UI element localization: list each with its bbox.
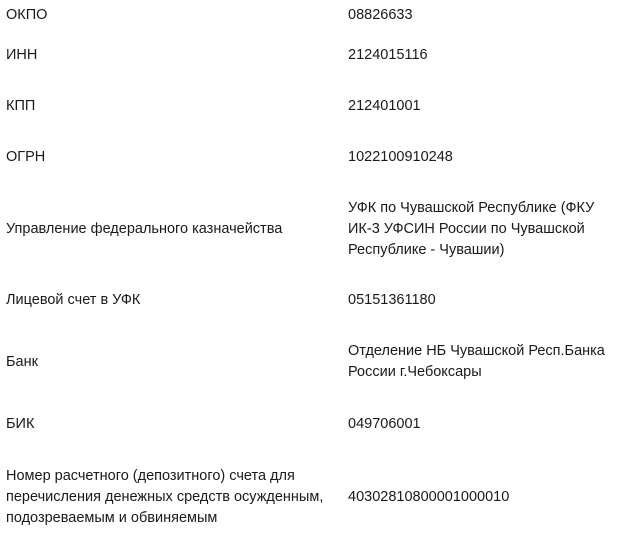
- inn-value: 2124015116: [348, 47, 428, 63]
- ogrn-label: ОГРН: [6, 149, 46, 165]
- bank-value: Отделение НБ Чувашской Респ.Банка России г.Чебоксары: [348, 343, 605, 380]
- deposit-account-value: 40302810800001000010: [348, 489, 510, 505]
- kpp-label: КПП: [6, 98, 36, 114]
- bik-label: БИК: [6, 415, 35, 432]
- kpp-value: 212401001: [348, 98, 421, 114]
- table-row: [0, 450, 621, 545]
- bik-value: 049706001: [348, 415, 421, 432]
- deposit-account-label: Номер расчетного (депозитного) счета для перечисления денежных средств осужденным, подозреваемым и обвиняемым: [6, 468, 324, 526]
- table-row: [0, 183, 621, 275]
- table-row: [0, 81, 621, 132]
- table-row: [0, 398, 621, 450]
- okpo-label: ОКПО: [6, 6, 48, 23]
- inn-label: ИНН: [6, 47, 38, 63]
- table-row: [0, 0, 621, 30]
- treasury-label: Управление федерального казначейства: [6, 220, 283, 237]
- treasury-value: УФК по Чувашской Республике (ФКУ ИК-3 УФСИН России по Чувашской Республике - Чувашии): [348, 199, 595, 258]
- table-row: [0, 326, 621, 398]
- table-row: [0, 275, 621, 326]
- okpo-value: 08826633: [348, 6, 413, 23]
- personal-account-label: Лицевой счет в УФК: [6, 292, 141, 308]
- bank-label: Банк: [6, 353, 38, 370]
- personal-account-value: 05151361180: [348, 292, 436, 308]
- table-row: [0, 132, 621, 183]
- ogrn-value: 1022100910248: [348, 149, 453, 165]
- table-row: [0, 30, 621, 81]
